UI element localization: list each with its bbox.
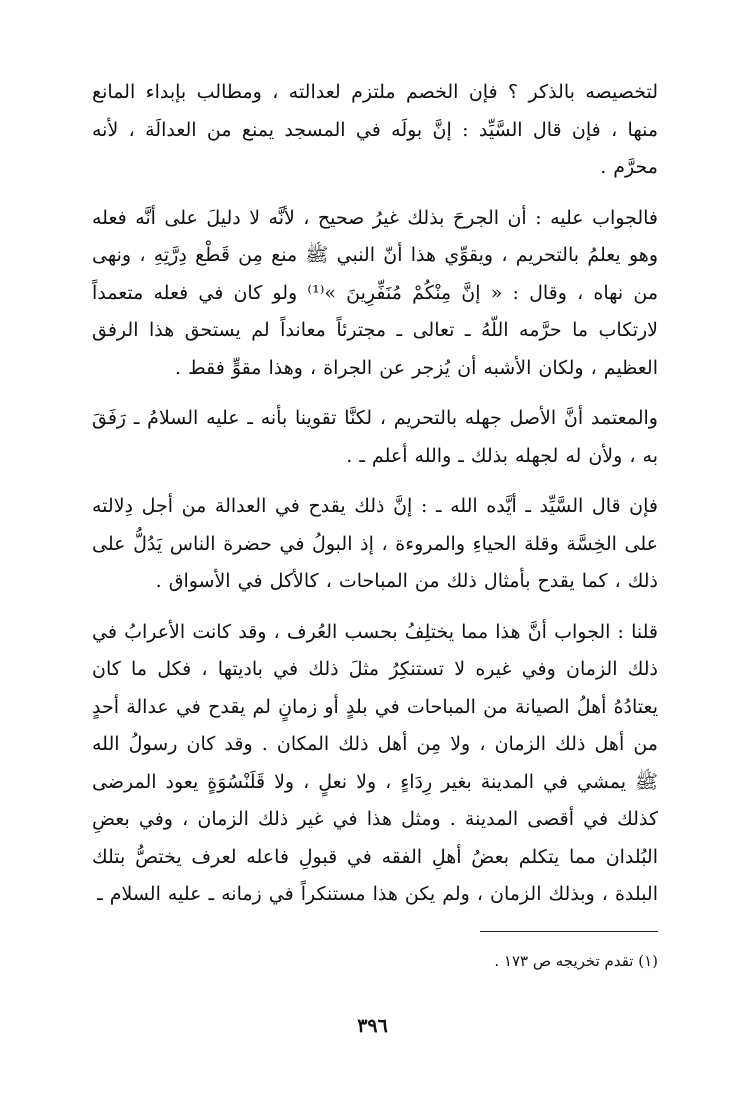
paragraph-4: فإن قال السَّيِّد ـ أيَّده الله ـ : إنَّ ذلك يقدح في العدالة من أجل دِلالته على الخِسَّة وقلة الحياءِ والمروءة ، إذ البولُ في حضرة الناس يَدُلُّ على ذلك ، كما يقدح بأمثال ذلك من المباحات ، كالأكل في الأسواق .	[92, 495, 658, 592]
footnote-divider	[480, 931, 658, 932]
paragraph-3: والمعتمد أنَّ الأصل جهله بالتحريم ، لكنَّا تقوينا بأنه ـ عليه السلامُ ـ رَفَقَ به ، ولأن له لجهله بذلك ـ والله أعلم ـ .	[92, 407, 658, 467]
paragraph-2: فالجواب عليه : أن الجرحَ بذلك غيرُ صحيح ، لأنَّه لا دليلَ على أنَّه فعله وهو يعلمُ بالتحريم ، ويقوِّي هذا أنّ النبي ﷺ منع مِن قَطْع دِرَّتِهِ ، ونهى من نهاه ، وقال : « إنَّ مِنْكُمْ مُنَفِّرِينَ »⁽¹⁾ ولو كان في فعله متعمداً لارتكاب ما حرَّمه اللّهُ ـ تعالى ـ مجترئاً معانداً لم يستحق هذا الرفق العظيم ، ولكان الأشبه أن يُزجر عن الجراة ، وهذا مقوٍّ فقط .	[92, 206, 659, 379]
paragraph-1: لتخصيصه بالذكر ؟ فإن الخصم ملتزم لعدالته ، ومطالب بإبداء المانع منها ، فإن قال السَّيِّد : إنَّ بولَه في المسجد يمنع من العدالَة ، لأنه محرَّم .	[92, 81, 658, 178]
main-text	[92, 74, 658, 914]
footnote: (١) تقدم تخريجه ص ١٧٣ .	[494, 952, 658, 970]
paragraph-5: قلنا : الجواب أنَّ هذا مما يختلِفُ بحسب العُرف ، وقد كانت الأعرابُ في ذلك الزمان وفي غيره لا تستنكِرُ مثلَ ذلك في باديتها ، فكل ما كان يعتادُهُ أهلُ الصيانة من المباحات في بلدٍ أو زمانٍ لم يقدح في عدالة أحدٍ من أهل ذلك الزمان ، ولا مِن أهل ذلك المكان . وقد كان رسولُ الله ﷺ يمشي في المدينة بغير رِدَاءٍ ، ولا نعلٍ ، ولا قَلَنْسُوَةٍ يعود المرضى كذلك في أقصى المدينة . ومثل هذا في غير ذلك الزمان ، وفي بعضِ البُلدان مما يتكلم بعضُ أهلِ الفقه في قبولِ فاعله لعرف يختصُّ بتلك البلدة ، وبذلك الزمان ، ولم يكن هذا مستنكراً في زمانه ـ عليه السلام ـ	[92, 620, 658, 905]
page-number: ٣٩٦	[357, 1015, 388, 1037]
